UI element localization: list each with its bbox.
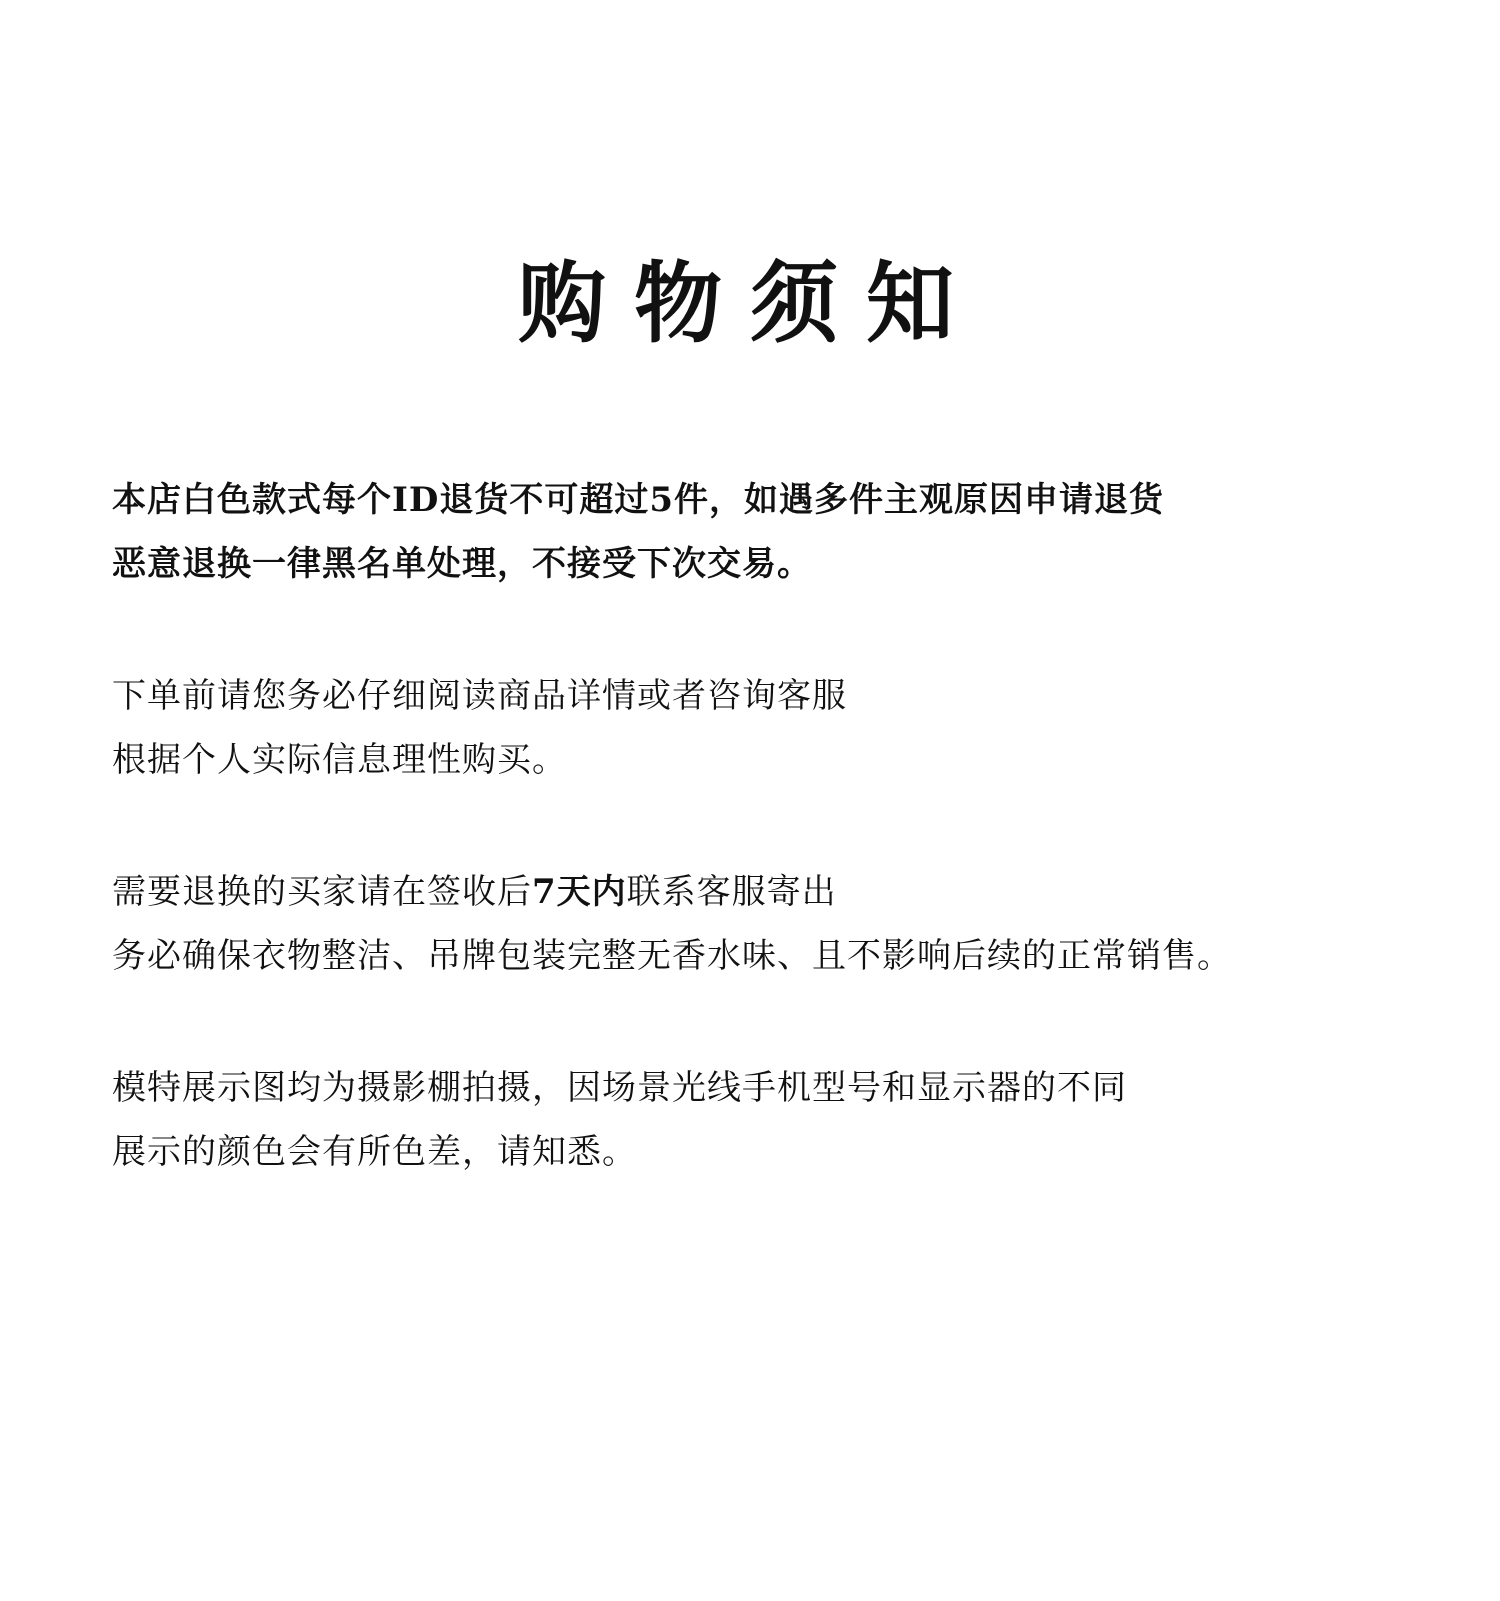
- notice-line: [112, 860, 1482, 924]
- read-details-notice: [112, 664, 1482, 792]
- return-deadline-highlight: 7天内: [532, 872, 627, 912]
- return-limit-notice: [112, 468, 1482, 596]
- notice-text: 联系客服寄出: [626, 872, 837, 912]
- notice-line: 展示的颜色会有所色差，请知悉。: [112, 1132, 637, 1172]
- notice-line: 恶意退换一律黑名单处理，不接受下次交易。: [112, 544, 812, 584]
- notice-text: 需要退换的买家请在签收后: [112, 872, 532, 912]
- color-difference-notice: [112, 1056, 1482, 1184]
- notice-line: 本店白色款式每个ID退货不可超过5件，如遇多件主观原因申请退货: [112, 480, 1165, 520]
- return-window-notice: [112, 860, 1482, 988]
- page-title: 购物须知: [517, 251, 982, 355]
- notice-line: 模特展示图均为摄影棚拍摄，因场景光线手机型号和显示器的不同: [112, 1068, 1127, 1108]
- notice-line: 务必确保衣物整洁、吊牌包装完整无香水味、且不影响后续的正常销售。: [112, 936, 1232, 976]
- notice-line: 根据个人实际信息理性购买。: [112, 740, 567, 780]
- notice-line: 下单前请您务必仔细阅读商品详情或者咨询客服: [112, 676, 847, 716]
